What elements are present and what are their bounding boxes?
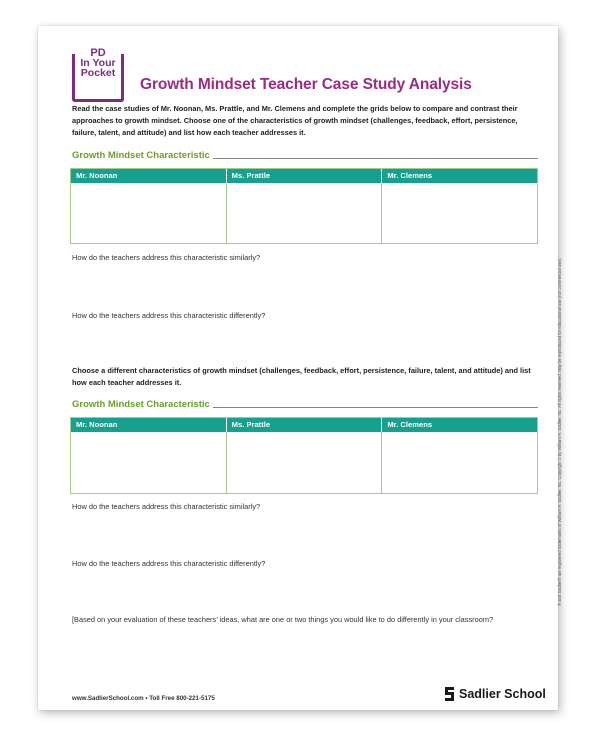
cell-prattle[interactable] (227, 183, 383, 243)
copyright-notice (550, 257, 562, 606)
section-2-grid-header (71, 418, 537, 432)
cell-noonan[interactable] (71, 183, 227, 243)
section-1-question-similar: How do the teachers address this characteristic similarly? (72, 253, 261, 262)
final-reflection-question: [Based on your evaluation of these teachers’ ideas, what are one or two things you would like to do differently in your classroom? (72, 615, 494, 624)
cell-prattle[interactable] (227, 432, 383, 493)
page-title: Growth Mindset Teacher Case Study Analysis (140, 76, 472, 93)
section-1-answer-line (213, 158, 538, 159)
footer-contact: www.SadlierSchool.com • Toll Free 800-221-5175 (72, 695, 215, 702)
cell-noonan[interactable] (71, 432, 227, 493)
sadlier-logo-icon (444, 686, 455, 702)
column-header-clemens: Mr. Clemens (387, 171, 433, 180)
intro-paragraph: Read the case studies of Mr. Noonan, Ms. Prattle, and Mr. Clemens and complete the grids below to compare and contrast their approaches to growth mindset. Choose one of the characteristics of growth mindset (challenges, feedback, effort, persistence, failure, talent, and attitude) and list how each teacher addresses it. (72, 104, 518, 137)
copyright-text: ® and Sadlier® are registered trademarks of William H. Sadlier, Inc. Copyright © by William H. Sadlier, Inc. All rights reserved. May be reproduced for educational use (not commercial use). (557, 257, 562, 606)
logo-line-1: PD (75, 48, 121, 58)
section-2-grid-body (71, 432, 537, 493)
worksheet-page (38, 26, 562, 710)
column-header-clemens: Mr. Clemens (387, 420, 433, 429)
pd-in-your-pocket-logo (72, 47, 124, 102)
column-header-prattle: Ms. Prattle (227, 418, 383, 432)
middle-instructions: Choose a different characteristics of growth mindset (challenges, feedback, effort, persistence, failure, talent, and attitude) and list how each teacher addresses it. (72, 366, 531, 387)
logo-line-2: In Your (80, 57, 116, 69)
section-2-question-different: How do the teachers address this characteristic differently? (72, 559, 266, 568)
section-2-question-similar: How do the teachers address this characteristic similarly? (72, 502, 261, 511)
section-1-grid-header (71, 169, 537, 183)
cell-clemens[interactable] (382, 432, 537, 493)
section-2-title: Growth Mindset Characteristic (72, 399, 210, 410)
column-header-noonan: Mr. Noonan (71, 169, 227, 183)
sadlier-school-brand (444, 686, 546, 702)
column-header-noonan: Mr. Noonan (71, 418, 227, 432)
section-2-grid (70, 417, 538, 494)
section-1-question-different: How do the teachers address this characteristic differently? (72, 311, 266, 320)
brand-name: Sadlier School (459, 687, 546, 701)
cell-clemens[interactable] (382, 183, 537, 243)
logo-line-3: Pocket (80, 67, 116, 79)
column-header-prattle: Ms. Prattle (227, 169, 383, 183)
section-2-answer-line (213, 407, 538, 408)
section-1-grid-body (71, 183, 537, 243)
section-1-grid (70, 168, 538, 244)
section-1-title: Growth Mindset Characteristic (72, 150, 210, 161)
